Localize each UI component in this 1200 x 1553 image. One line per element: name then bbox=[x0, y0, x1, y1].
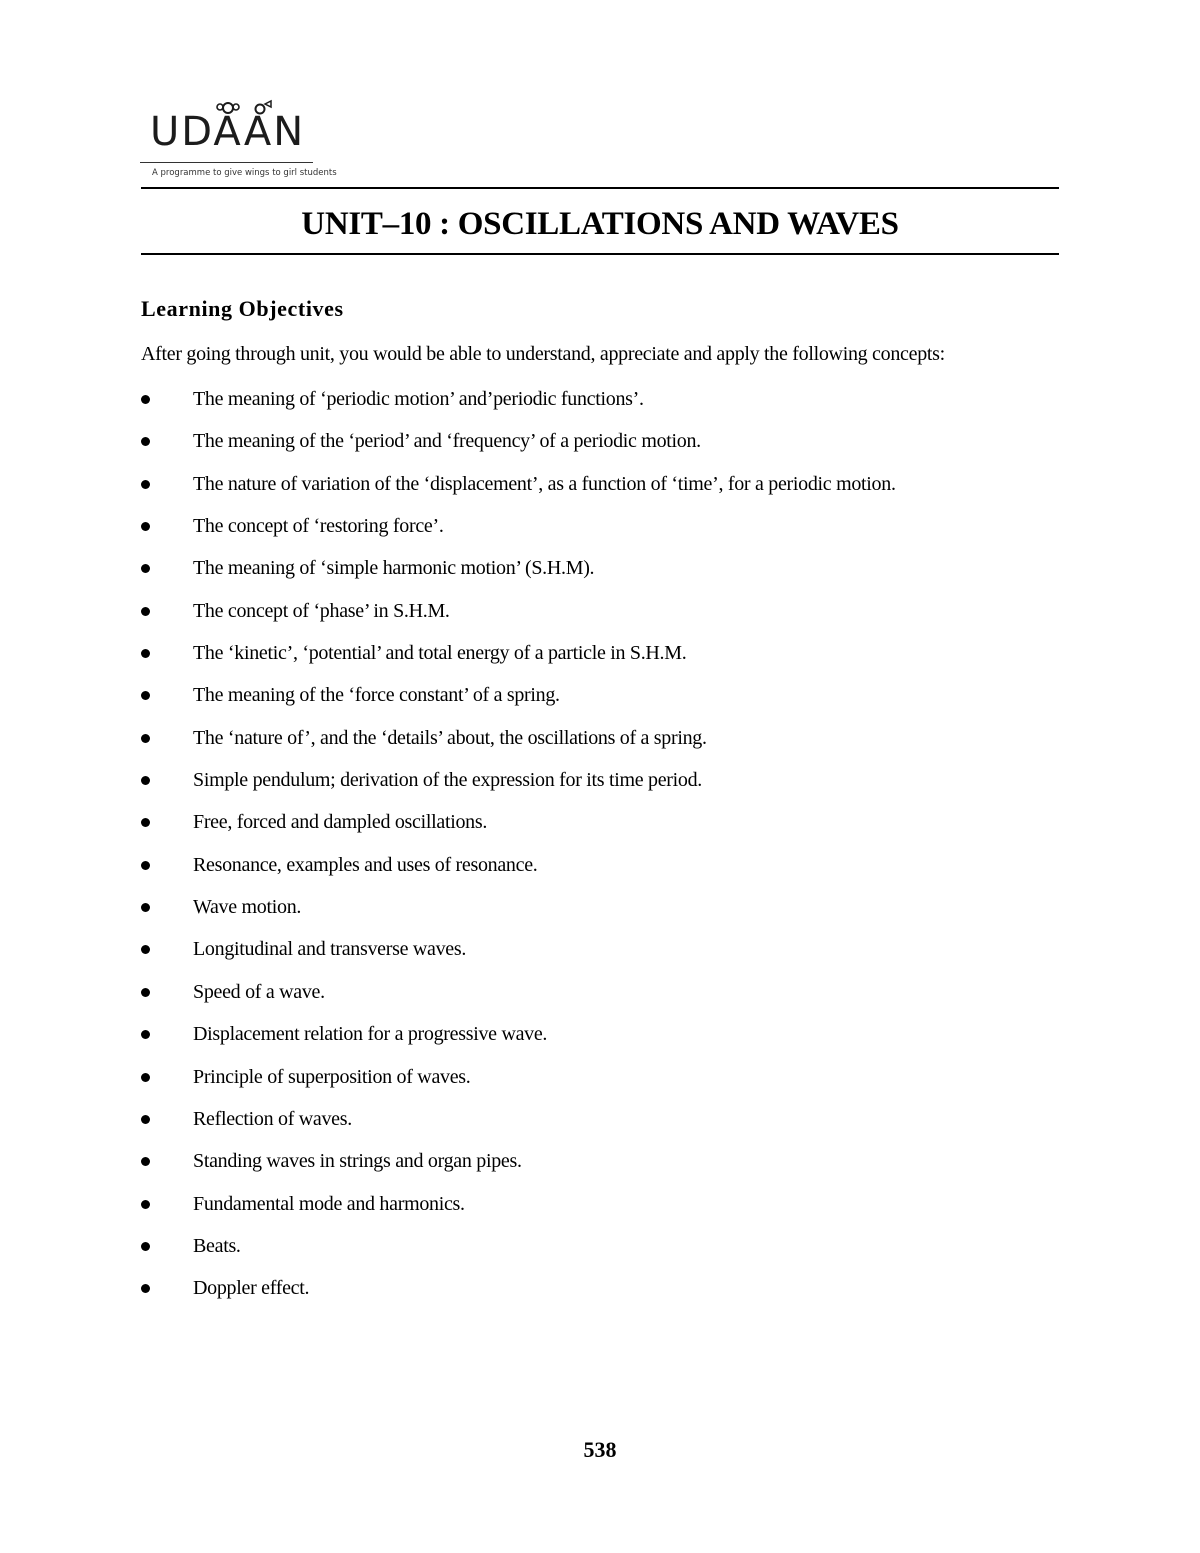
bullet-icon bbox=[141, 734, 150, 743]
bullet-icon bbox=[141, 395, 150, 404]
objective-text: Standing waves in strings and organ pipes. bbox=[193, 1150, 522, 1173]
bullet-icon bbox=[141, 1115, 150, 1124]
bullet-icon bbox=[141, 1242, 150, 1251]
objective-text: Speed of a wave. bbox=[193, 980, 325, 1003]
objective-text: Displacement relation for a progressive wave. bbox=[193, 1023, 548, 1046]
bullet-icon bbox=[141, 776, 150, 785]
objective-text: The concept of ‘phase’ in S.H.M. bbox=[193, 599, 450, 622]
bullet-icon bbox=[141, 480, 150, 489]
bullet-icon bbox=[141, 861, 150, 870]
objective-text: The meaning of ‘simple harmonic motion’ (S.H.M). bbox=[193, 557, 595, 580]
objective-text: Principle of superposition of waves. bbox=[193, 1065, 471, 1088]
bullet-icon bbox=[141, 564, 150, 573]
bullet-icon bbox=[141, 1284, 150, 1293]
title-bottom-rule bbox=[141, 253, 1059, 255]
bullet-icon bbox=[141, 1157, 150, 1166]
bullet-icon bbox=[141, 691, 150, 700]
objective-text: Beats. bbox=[193, 1234, 241, 1257]
bullet-icon bbox=[141, 818, 150, 827]
objective-text: Wave motion. bbox=[193, 896, 302, 919]
objective-text: Fundamental mode and harmonics. bbox=[193, 1192, 465, 1215]
title-top-rule bbox=[141, 187, 1059, 189]
objective-text: Free, forced and dampled oscillations. bbox=[193, 811, 488, 834]
bullet-icon bbox=[141, 1073, 150, 1082]
objective-text: The meaning of ‘periodic motion’ and’periodic functions’. bbox=[193, 388, 644, 410]
udaan-logo bbox=[140, 98, 337, 186]
objective-text: Reflection of waves. bbox=[193, 1107, 352, 1130]
objective-text: The nature of variation of the ‘displacement’, as a function of ‘time’, for a periodic motion. bbox=[193, 472, 896, 495]
objective-text: Doppler effect. bbox=[193, 1277, 310, 1300]
objective-text: The ‘nature of’, and the ‘details’ about, the oscillations of a spring. bbox=[193, 726, 707, 749]
objective-text: Simple pendulum; derivation of the expression for its time period. bbox=[193, 769, 702, 792]
bullet-icon bbox=[141, 607, 150, 616]
section-heading: Learning Objectives bbox=[141, 296, 344, 321]
bullet-icon bbox=[141, 522, 150, 531]
bullet-icon bbox=[141, 437, 150, 446]
objective-text: The concept of ‘restoring force’. bbox=[193, 515, 444, 538]
objective-text: Resonance, examples and uses of resonance. bbox=[193, 853, 538, 876]
bullet-icon bbox=[141, 1030, 150, 1039]
logo-underline bbox=[140, 162, 313, 163]
objective-text: Longitudinal and transverse waves. bbox=[193, 938, 467, 961]
bullet-icon bbox=[141, 988, 150, 997]
bullet-icon bbox=[141, 945, 150, 954]
bullet-icon bbox=[141, 903, 150, 912]
bullet-icon bbox=[141, 1200, 150, 1209]
objective-text: The meaning of the ‘period’ and ‘frequency’ of a periodic motion. bbox=[193, 430, 701, 453]
page-title: UNIT–10 : OSCILLATIONS AND WAVES bbox=[301, 206, 899, 242]
objective-text: The ‘kinetic’, ‘potential’ and total energy of a particle in S.H.M. bbox=[193, 642, 687, 665]
page-number: 538 bbox=[583, 1437, 617, 1462]
logo-wordmark: UDAAN bbox=[150, 109, 306, 155]
logo-tagline: A programme to give wings to girl students bbox=[152, 168, 337, 178]
section-intro: After going through unit, you would be able to understand, appreciate and apply the following concepts: bbox=[141, 343, 945, 365]
bullet-icon bbox=[141, 649, 150, 658]
objective-text: The meaning of the ‘force constant’ of a spring. bbox=[193, 684, 560, 707]
